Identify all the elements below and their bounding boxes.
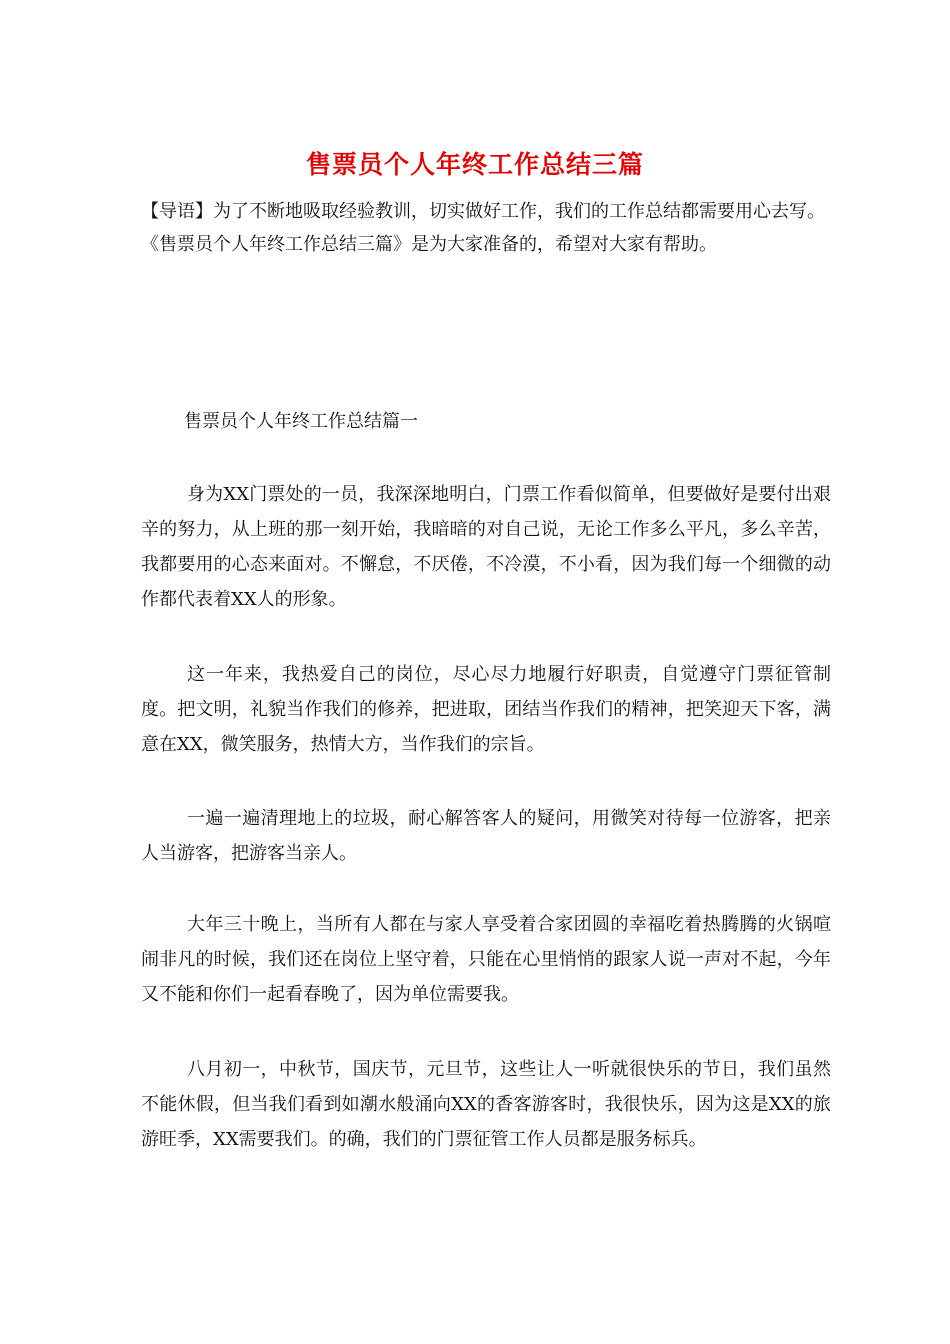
document-title: 售票员个人年终工作总结三篇 [305, 150, 644, 179]
body-paragraph-1: 身为XX门票处的一员，我深深地明白，门票工作看似简单，但要做好是要付出艰辛的努力，从上班的那一刻开始，我暗暗的对自己说，无论工作多么平凡，多么辛苦，我都要用的心态来面对。不懈怠，不厌倦，不冷漠，不小看，因为我们每一个细微的动作都代表着XX人的形象。 [141, 484, 831, 610]
body-paragraph-4: 大年三十晚上，当所有人都在与家人享受着合家团圆的幸福吃着热腾腾的火锅喧闹非凡的时候，我们还在岗位上坚守着，只能在心里悄悄的跟家人说一声对不起，今年又不能和你们一起看春晚了，因为单位需要我。 [141, 914, 831, 1005]
body-paragraph-3: 一遍一遍清理地上的垃圾，耐心解答客人的疑问，用微笑对待每一位游客，把亲人当游客，把游客当亲人。 [141, 808, 831, 864]
intro-paragraph: 【导语】为了不断地吸取经验教训，切实做好工作，我们的工作总结都需要用心去写。《售票员个人年终工作总结三篇》是为大家准备的，希望对大家有帮助。 [141, 201, 825, 255]
body-paragraph-5: 八月初一，中秋节，国庆节，元旦节，这些让人一听就很快乐的节日，我们虽然不能休假，但当我们看到如潮水般涌向XX的香客游客时，我很快乐，因为这是XX的旅游旺季，XX需要我们。的确，我们的门票征管工作人员都是服务标兵。 [141, 1059, 831, 1150]
body-paragraph-2: 这一年来，我热爱自己的岗位，尽心尽力地履行好职责，自觉遵守门票征管制度。把文明，礼貌当作我们的修养，把进取，团结当作我们的精神，把笑迎天下客，满意在XX，微笑服务，热情大方，当作我们的宗旨。 [141, 664, 831, 755]
section-heading: 售票员个人年终工作总结篇一 [184, 411, 418, 432]
